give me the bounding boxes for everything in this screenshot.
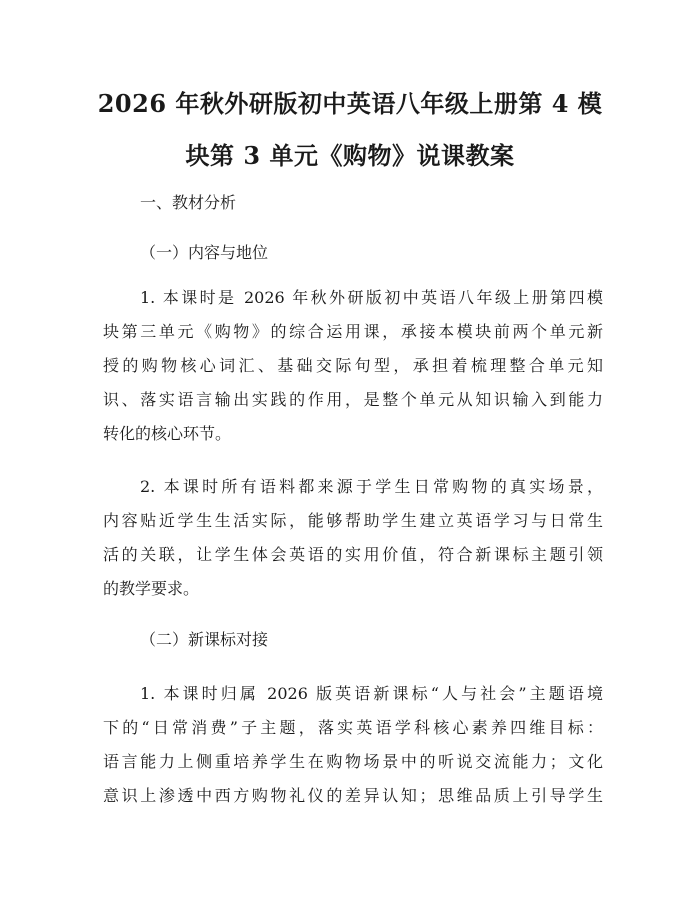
paragraph-line: 意识上渗透中西方购物礼仪的差异认知；思维品质上引导学生 — [103, 786, 603, 805]
paragraph-line: 1. 本课时是 2026 年秋外研版初中英语八年级上册第四模 — [140, 288, 603, 307]
subsection-heading: （一）内容与地位 — [140, 243, 269, 262]
paragraph-line: 1. 本课时归属 2026 版英语新课标“人与社会”主题语境 — [140, 684, 603, 703]
subsection-heading: （二）新课标对接 — [140, 630, 269, 649]
document-title — [95, 78, 605, 182]
paragraph — [103, 677, 603, 813]
section-heading: 一、教材分析 — [140, 193, 237, 212]
title-line: 块第 3 单元《购物》说课教案 — [185, 141, 515, 170]
paragraph-line: 下的“日常消费”子主题，落实英语学科核心素养四维目标： — [103, 718, 603, 737]
paragraph-line: 块第三单元《购物》的综合运用课，承接本模块前两个单元新 — [103, 322, 603, 341]
paragraph-line: 语言能力上侧重培养学生在购物场景中的听说交流能力；文化 — [103, 752, 603, 771]
paragraph — [103, 281, 603, 451]
paragraph-line: 2. 本课时所有语料都来源于学生日常购物的真实场景， — [140, 477, 603, 496]
paragraph-line: 识、落实语言输出实践的作用，是整个单元从知识输入到能力 — [103, 390, 603, 409]
paragraph-line: 活的关联，让学生体会英语的实用价值，符合新课标主题引领 — [103, 545, 603, 564]
paragraph-line: 内容贴近学生生活实际，能够帮助学生建立英语学习与日常生 — [103, 511, 603, 530]
title-line: 2026 年秋外研版初中英语八年级上册第 4 模 — [97, 89, 603, 118]
paragraph-line: 转化的核心环节。 — [103, 424, 232, 443]
paragraph-line: 的教学要求。 — [103, 579, 200, 598]
paragraph — [103, 470, 603, 606]
paragraph-line: 授的购物核心词汇、基础交际句型，承担着梳理整合单元知 — [103, 356, 603, 375]
